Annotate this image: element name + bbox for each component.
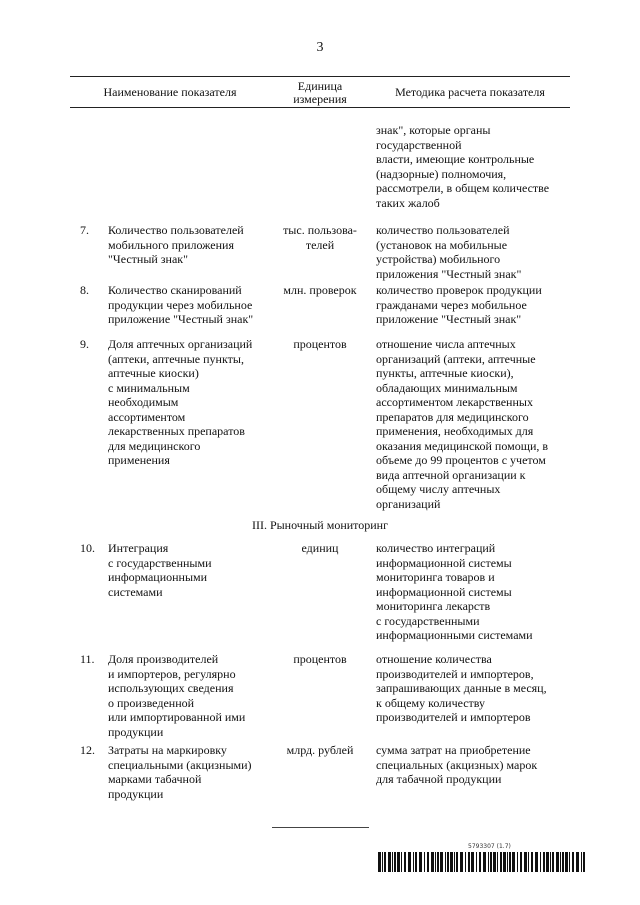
text-line: количество проверок продукции	[376, 283, 542, 297]
text-line: запрашивающих данные в месяц,	[376, 681, 547, 695]
row-unit	[272, 541, 368, 556]
text-line: (установок на мобильные	[376, 237, 508, 252]
text-line: Количество пользователей	[108, 223, 244, 237]
row-name	[108, 652, 270, 739]
text-line: количество пользователей	[376, 223, 510, 237]
text-line: Доля производителей	[108, 652, 219, 666]
text-line: системами	[108, 584, 163, 599]
text-line: продукции через мобильное	[108, 297, 253, 312]
text-line: продукции	[108, 786, 164, 801]
text-line: пункты, аптечные киоски),	[376, 366, 514, 380]
text-line: продукции	[108, 724, 164, 739]
text-line: аптечные киоски)	[108, 366, 199, 380]
row-number: 7.	[80, 223, 89, 237]
text-line: Доля аптечных организаций	[108, 337, 253, 351]
text-line: (надзорные) полномочия,	[376, 166, 507, 181]
row-method	[376, 541, 566, 643]
page-number: 3	[316, 40, 324, 55]
text-line: оказания медицинской помощи, в	[376, 438, 549, 453]
text-line: или импортированной ими	[108, 710, 246, 724]
barcode-icon	[378, 852, 588, 872]
text-line: использующих сведения	[108, 681, 234, 695]
text-line: Интеграция	[108, 541, 169, 555]
text-line: информационной системы	[376, 555, 512, 570]
text-line: специальных (акцизных) марок	[376, 757, 538, 772]
text-line: Затраты на маркировку	[108, 743, 227, 757]
text-line: тыс. пользова-	[283, 223, 357, 237]
text-line: "Честный знак"	[108, 252, 189, 266]
header-unit	[272, 80, 368, 106]
row-number: 9.	[80, 337, 89, 351]
text-line: о произведенной	[108, 695, 195, 710]
text-line: процентов	[293, 337, 347, 351]
text-line: организаций	[376, 496, 441, 511]
row-name	[108, 743, 270, 801]
text-line: с государственными	[376, 613, 480, 628]
row-unit	[272, 337, 368, 352]
row-name	[108, 283, 270, 327]
text-line: млрд. рублей	[286, 743, 354, 757]
text-line: отношение числа аптечных	[376, 337, 516, 351]
text-line: объеме до 99 процентов с учетом	[376, 453, 546, 467]
text-line: производителей и импортеров	[376, 710, 531, 724]
header-bottom-rule	[70, 107, 570, 108]
text-line: производителей и импортеров,	[376, 666, 534, 681]
row-name	[108, 223, 270, 267]
text-line: процентов	[293, 652, 347, 666]
text-line: с государственными	[108, 555, 212, 570]
row-number: 11.	[80, 652, 95, 666]
text-line: ассортиментом лекарственных	[376, 395, 533, 409]
text-line: применения, необходимых для	[376, 424, 534, 438]
text-line: государственной	[376, 137, 462, 152]
text-line: лекарственных препаратов	[108, 424, 245, 438]
text-line: необходимым	[108, 395, 179, 409]
text-line: мониторинга лекарств	[376, 599, 491, 613]
text-line: специальными (акцизными)	[108, 757, 252, 772]
barcode-label: 5793307 (1.7)	[468, 843, 511, 850]
text-line: применения	[108, 453, 170, 467]
row-unit	[272, 652, 368, 667]
text-line: к общему количеству	[376, 695, 486, 710]
row-name	[108, 541, 270, 599]
text-line: единиц	[301, 541, 339, 555]
row-method	[376, 743, 566, 787]
text-line: (аптеки, аптечные пункты,	[108, 351, 244, 366]
text-line: млн. проверок	[283, 283, 357, 297]
text-line: приложение "Честный знак"	[376, 312, 522, 326]
text-line: и импортеров, регулярно	[108, 666, 236, 681]
text-line: рассмотрели, в общем количестве	[376, 181, 550, 195]
text-line: информационными	[108, 570, 208, 584]
row-name	[108, 337, 270, 468]
text-line: ассортиментом	[108, 409, 186, 424]
text-line: количество интеграций	[376, 541, 496, 555]
text-line: Количество сканирований	[108, 283, 242, 297]
text-line: приложение "Честный знак"	[108, 312, 254, 326]
header-top-rule	[70, 76, 570, 77]
row-unit	[272, 223, 368, 252]
row-number: 8.	[80, 283, 89, 297]
footer-separator	[272, 827, 369, 828]
text-line: таких жалоб	[376, 195, 440, 210]
text-line: информационной системы	[376, 584, 512, 599]
text-line: общему числу аптечных	[376, 482, 501, 496]
row-method	[376, 223, 566, 281]
text-line: препаратов для медицинского	[376, 409, 529, 424]
text-line: приложения "Честный знак"	[376, 266, 522, 281]
text-line: с минимальным	[108, 380, 190, 395]
text-line: гражданами через мобильное	[376, 297, 527, 312]
text-line: знак", которые органы	[376, 123, 491, 137]
row-unit	[272, 283, 368, 298]
header-unit-line-2: измерения	[293, 92, 347, 106]
text-line: власти, имеющие контрольные	[376, 152, 535, 166]
row-number: 12.	[80, 743, 95, 757]
text-line: устройства) мобильного	[376, 252, 501, 266]
header-name: Наименование показателя	[103, 85, 237, 99]
row-number: 10.	[80, 541, 95, 555]
text-line: вида аптечной организации к	[376, 467, 526, 482]
row-method	[376, 337, 566, 511]
continuation-method	[376, 123, 566, 210]
text-line: для медицинского	[108, 438, 201, 453]
text-line: телей	[305, 237, 335, 252]
text-line: организаций (аптеки, аптечные	[376, 351, 536, 366]
section-title: III. Рыночный мониторинг	[251, 518, 389, 532]
header-unit-line-1: Единица	[297, 79, 343, 93]
header-method: Методика расчета показателя	[395, 85, 545, 99]
text-line: сумма затрат на приобретение	[376, 743, 531, 757]
text-line: информационными системами	[376, 628, 533, 642]
text-line: отношение количества	[376, 652, 492, 666]
text-line: мобильного приложения	[108, 237, 234, 252]
row-method	[376, 652, 566, 725]
text-line: марками табачной	[108, 772, 202, 786]
row-unit	[272, 743, 368, 758]
text-line: для табачной продукции	[376, 772, 502, 786]
text-line: обладающих минимальным	[376, 380, 518, 395]
row-method	[376, 283, 566, 327]
text-line: мониторинга товаров и	[376, 570, 495, 584]
